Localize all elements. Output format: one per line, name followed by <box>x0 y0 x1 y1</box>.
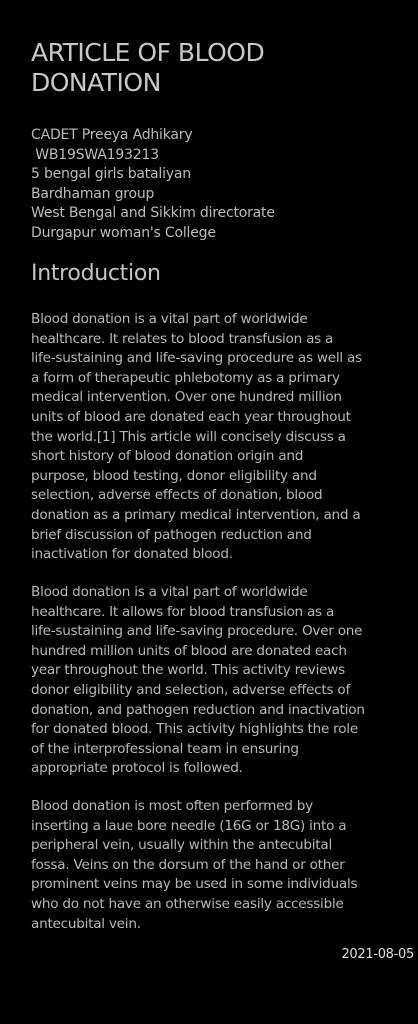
paragraph-2 <box>31 583 383 779</box>
paragraph-line: selection, adverse effects of donation, blood <box>31 487 323 504</box>
author-group: Bardhaman group <box>31 185 155 202</box>
paragraph-line: Blood donation is most often performed by <box>31 798 313 814</box>
paragraph-line: inactivation for donated blood. <box>31 546 233 563</box>
paragraph-3 <box>31 797 383 934</box>
paragraph-line: who do not have an otherwise easily accessible <box>31 895 344 912</box>
paragraph-line: antecubital vein. <box>31 915 141 932</box>
paragraph-line: life-sustaining and life-saving procedure as well as <box>31 350 362 367</box>
paragraph-line: life-sustaining and life-saving procedure. Over one <box>31 623 363 640</box>
paragraph-line: Blood donation is a vital part of worldwide <box>31 311 308 327</box>
article-title-line: DONATION <box>31 68 161 97</box>
paragraph-line: donation as a primary medical intervention, and a <box>31 506 361 523</box>
article-title <box>31 38 383 98</box>
paragraph-line: a form of therapeutic phlebotomy as a primary <box>31 369 340 386</box>
author-battalion: 5 bengal girls bataliyan <box>31 166 191 183</box>
paragraph-line: year throughout the world. This activity reviews <box>31 662 345 679</box>
paragraph-line: the world.[1] This article will concisely discuss a <box>31 428 346 445</box>
paragraph-line: prominent veins may be used in some individuals <box>31 876 358 893</box>
paragraph-line: healthcare. It relates to blood transfusion as a <box>31 330 334 347</box>
author-id: WB19SWA193213 <box>31 146 159 163</box>
paragraph-line: healthcare. It allows for blood transfusion as a <box>31 603 335 620</box>
paragraph-line: purpose, blood testing, donor eligibility and <box>31 467 317 484</box>
paragraph-1 <box>31 310 383 565</box>
author-college: Durgapur woman's College <box>31 224 216 241</box>
paragraph-line: donor eligibility and selection, adverse effects of <box>31 681 350 698</box>
paragraph-line: peripheral vein, usually within the antecubital <box>31 837 332 854</box>
paragraph-line: for donated blood. This activity highlights the role <box>31 721 358 738</box>
paragraph-line: donation, and pathogen reduction and inactivation <box>31 701 365 718</box>
paragraph-line: appropriate protocol is followed. <box>31 760 243 777</box>
paragraph-line: fossa. Veins on the dorsum of the hand or other <box>31 856 345 873</box>
author-name: CADET Preeya Adhikary <box>31 127 193 143</box>
author-directorate: West Bengal and Sikkim directorate <box>31 205 275 222</box>
paragraph-line: units of blood are donated each year throughout <box>31 408 351 425</box>
article-date: 2021-08-05 <box>341 947 414 962</box>
paragraph-line: inserting a laue bore needle (16G or 18G) into a <box>31 817 347 834</box>
author-info <box>31 126 383 244</box>
paragraph-line: medical intervention. Over one hundred million <box>31 389 342 406</box>
section-heading: Introduction <box>31 261 161 286</box>
paragraph-line: short history of blood donation origin and <box>31 448 304 465</box>
paragraph-line: of the interprofessional team in ensuring <box>31 740 299 757</box>
paragraph-line: hundred million units of blood are donated each <box>31 642 347 659</box>
paragraph-line: Blood donation is a vital part of worldwide <box>31 584 308 600</box>
paragraph-line: brief discussion of pathogen reduction and <box>31 526 312 543</box>
article-title-line: ARTICLE OF BLOOD <box>31 38 265 67</box>
